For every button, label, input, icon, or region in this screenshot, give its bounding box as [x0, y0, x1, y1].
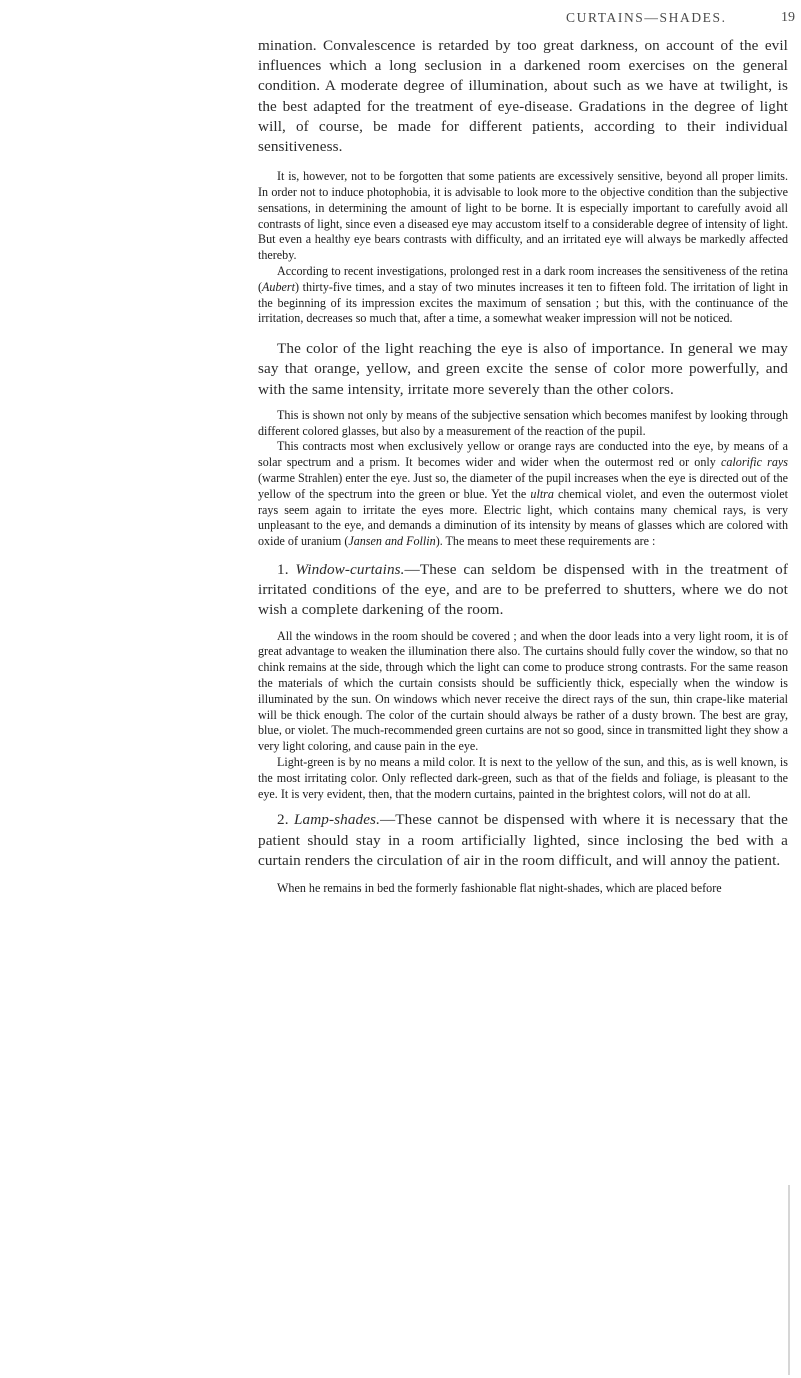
section-text: —These cannot be dispensed with where it is necessary that the patient should stay in a room artificially lighted, since inclosing the bed with a curtain renders the circulation of air in the room difficult, and will annoy the patient.	[258, 811, 788, 869]
text-run: ). The means to meet these requirements are :	[435, 534, 656, 549]
section-title: Lamp-shades.	[293, 811, 380, 829]
page-header	[0, 10, 801, 32]
page-number: 19	[781, 10, 795, 25]
page-edge-shadow	[788, 1185, 790, 1375]
paragraph-retina-sensitiveness	[258, 264, 788, 327]
citation: Jansen and Follin	[348, 534, 436, 549]
paragraph-curtain-advice: All the windows in the room should be covered ; and when the door leads into a very light room, it is of great advantage to weaken the illumination there also. The curtains should fully cover the window, so that no chink remains at the side, through which the light can come to produce strong contrasts. For the same reason the materials of which the curtain consists should be sufficiently thick, especially when the window is illuminated by the sun. On windows which never receive the direct rays of the sun, thin crape-like material will be thick enough. The color of the curtain should always be rather of a dusty brown. The best are gray, blue, or violet. The much-recommended green curtains are not so good, since in transmitted light they show a very light coloring, and cause pain in the eye.	[258, 628, 788, 754]
text-run: This contracts most when exclusively yellow or orange rays are conducted into the eye, by means of a solar spectrum and a prism. It becomes wider and wider when the outermost red or only	[258, 439, 788, 470]
paragraph-night-shades: When he remains in bed the formerly fashionable flat night-shades, which are placed before	[277, 880, 722, 895]
paragraph-pupil-measurement: This is shown not only by means of the subjective sensation which becomes manifest by looking through different colored glasses, but also by a measurement of the reaction of the pupil.	[258, 407, 788, 438]
paragraph-light-green: Light-green is by no means a mild color. It is next to the yellow of the sun, and this, as is well known, is the most irritating color. Only reflected dark-green, such as that of the fields and foliage, is pleasant to the eye. It is very evident, then, that the modern curtains, painted in the brightest colors, will not do at all.	[258, 754, 788, 801]
text-run: According to recent investigations, prolonged rest in a dark room increases the sensitiveness of the retina (	[258, 264, 788, 294]
section-number: 2.	[277, 811, 294, 829]
citation: Aubert	[262, 279, 295, 294]
text-run: chemical violet, and even the outermost violet rays seem again to irritate the eyes more. Electric light, which contains many chemical rays, is very unpleasant to the eye, and demands a diminution of its intensity by means of glasses which are colored with oxide of uranium (	[258, 486, 788, 549]
section-window-curtains	[258, 560, 788, 621]
section-number: 1.	[277, 560, 296, 578]
section-text: —These can seldom be dispensed with in the treatment of irritated conditions of the eye, and are to be preferred to shutters, where we do not wish a complete darkening of the room.	[258, 560, 788, 619]
text-run: ) thirty-five times, and a stay of two minutes increases it ten to fifteen fold. The irritation of light in the beginning of its impression excites the maximum of sensation ; but this, with the continuance of the irritation, decreases so much that, after a time, a somewhat weaker impression will not be noticed.	[258, 279, 788, 326]
term-ultra: ultra	[530, 486, 554, 501]
paragraph-color-importance: The color of the light reaching the eye is also of importance. In general we may say that orange, yellow, and green excite the sense of color more powerfully, and with the same intensity, irritate more severely than the other colors.	[258, 340, 788, 398]
page-body	[258, 36, 788, 897]
paragraph-pupil-contraction	[258, 439, 788, 550]
text-run: (warme Strahlen) enter the eye. Just so, the diameter of the pupil increases when the eye is directed out of the yellow of the spectrum into the green or blue. Yet the	[258, 470, 788, 501]
paragraph-continuation: mination. Convalescence is retarded by too great darkness, on account of the evil influences which a long seclusion in a darkened room exercises on the general condition. A moderate degree of illumination, about such as we have at twilight, is the best adapted for the treatment of eye-disease. Gradations in the degree of light will, of course, be made for different patients, according to their individual sensitiveness.	[258, 37, 788, 156]
running-head: CURTAINS—SHADES.	[566, 10, 727, 25]
paragraph-photophobia: It is, however, not to be forgotten that some patients are excessively sensitive, beyond all proper limits. In order not to induce photophobia, it is advisable to look more to the objective condition than the subjective sensations, in determining the amount of light to be borne. It is especially important to carefully avoid all contrasts of light, since even a diseased eye may accustom itself to a considerable degree of intensity of light. But even a healthy eye bears contrasts with difficulty, and an irritated eye will always be markedly affected thereby.	[258, 169, 788, 263]
section-title: Window-curtains.	[295, 560, 405, 578]
term-calorific-rays: calorific rays	[721, 455, 789, 470]
section-lamp-shades	[258, 810, 788, 871]
